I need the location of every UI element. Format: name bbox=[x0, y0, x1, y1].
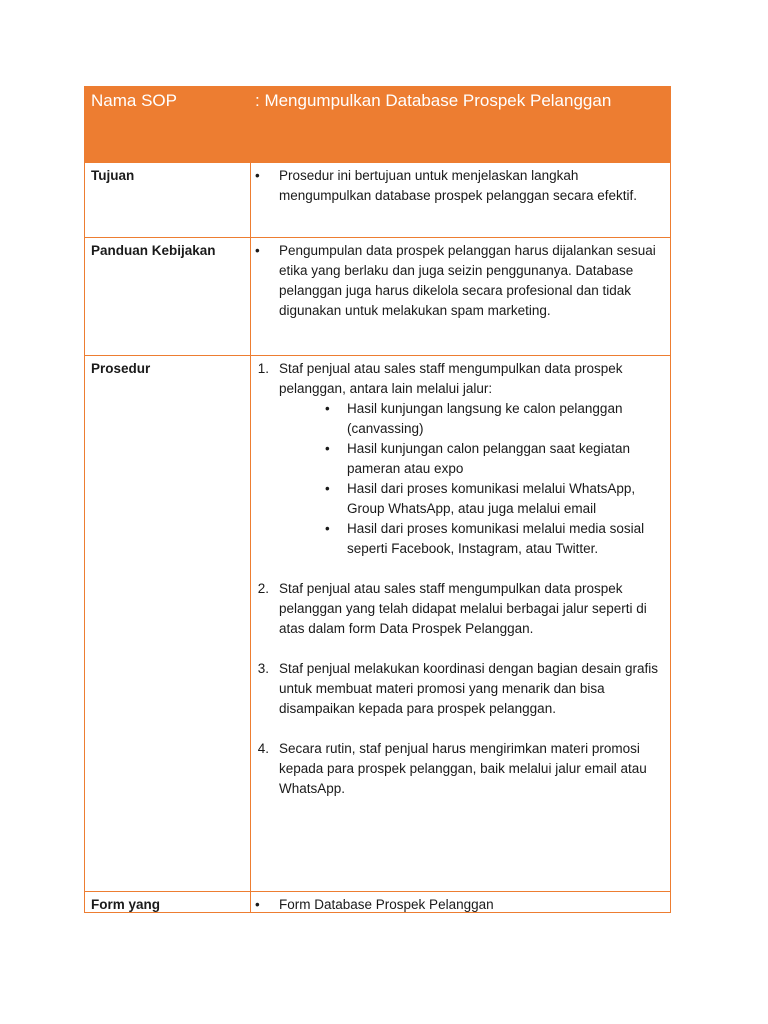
header-left-cell bbox=[85, 87, 251, 163]
sub-item bbox=[251, 519, 662, 559]
step-text: Staf penjual atau sales staff mengumpulkan data prospek pelanggan yang telah didapat melalui berbagai jalur seperti di atas dalam form Data Prospek Pelanggan. bbox=[279, 581, 647, 636]
sub-item-text: Hasil kunjungan calon pelanggan saat kegiatan pameran atau expo bbox=[347, 441, 630, 476]
form-text: Form Database Prospek Pelanggan bbox=[279, 897, 494, 912]
label-form: Form yang bbox=[91, 897, 161, 912]
step-text: Secara rutin, staf penjual harus mengirimkan materi promosi kepada para prospek pelanggan, baik melalui jalur email atau WhatsApp. bbox=[279, 741, 647, 796]
bullet-item bbox=[251, 166, 662, 206]
label-panduan: Panduan Kebijakan bbox=[91, 243, 216, 258]
sub-item-text: Hasil dari proses komunikasi melalui WhatsApp, Group WhatsApp, atau juga melalui email bbox=[347, 481, 636, 516]
tujuan-text: Prosedur ini bertujuan untuk menjelaskan langkah mengumpulkan database prospek pelanggan secara efektif. bbox=[279, 168, 637, 203]
bullet-item bbox=[251, 895, 662, 912]
procedure-step bbox=[251, 659, 662, 719]
label-prosedur: Prosedur bbox=[91, 361, 151, 376]
header-right-cell bbox=[251, 87, 671, 163]
bullet-icon: • bbox=[325, 441, 330, 456]
header-row bbox=[85, 87, 671, 163]
row-panduan bbox=[85, 238, 671, 356]
step-number: 4. bbox=[257, 741, 269, 756]
sub-item bbox=[251, 399, 662, 439]
sop-title: : Mengumpulkan Database Prospek Pelanggan bbox=[255, 91, 612, 110]
sub-item-text: Hasil dari proses komunikasi melalui media sosial seperti Facebook, Instagram, atau Twitter. bbox=[347, 521, 645, 556]
row-tujuan bbox=[85, 163, 671, 238]
step-number: 1. bbox=[257, 361, 269, 376]
row-prosedur bbox=[85, 356, 671, 892]
bullet-icon: • bbox=[255, 168, 260, 183]
label-tujuan: Tujuan bbox=[91, 168, 135, 183]
procedure-step bbox=[251, 739, 662, 799]
sub-item-text: Hasil kunjungan langsung ke calon pelanggan (canvassing) bbox=[347, 401, 623, 436]
step-number: 3. bbox=[257, 661, 269, 676]
step-text: Staf penjual atau sales staff mengumpulkan data prospek pelanggan, antara lain melalui jalur: bbox=[279, 361, 623, 396]
bullet-item bbox=[251, 241, 662, 321]
procedure-step bbox=[251, 579, 662, 639]
bullet-icon: • bbox=[325, 401, 330, 416]
bullet-icon: • bbox=[325, 521, 330, 536]
sub-item bbox=[251, 479, 662, 519]
sub-item bbox=[251, 439, 662, 479]
step-number: 2. bbox=[257, 581, 269, 596]
row-form bbox=[85, 892, 671, 913]
header-label: Nama SOP bbox=[91, 91, 177, 110]
bullet-icon: • bbox=[255, 243, 260, 258]
sop-table bbox=[84, 86, 671, 913]
panduan-text: Pengumpulan data prospek pelanggan harus dijalankan sesuai etika yang berlaku dan juga seizin penggunanya. Database pelanggan juga harus dikelola secara profesional dan tidak digunakan untuk melakukan spam marketing. bbox=[279, 243, 656, 318]
procedure-step bbox=[251, 359, 662, 399]
bullet-icon: • bbox=[255, 897, 260, 912]
bullet-icon: • bbox=[325, 481, 330, 496]
step-text: Staf penjual melakukan koordinasi dengan bagian desain grafis untuk membuat materi promosi yang menarik dan bisa disampaikan kepada para prospek pelanggan. bbox=[279, 661, 659, 716]
